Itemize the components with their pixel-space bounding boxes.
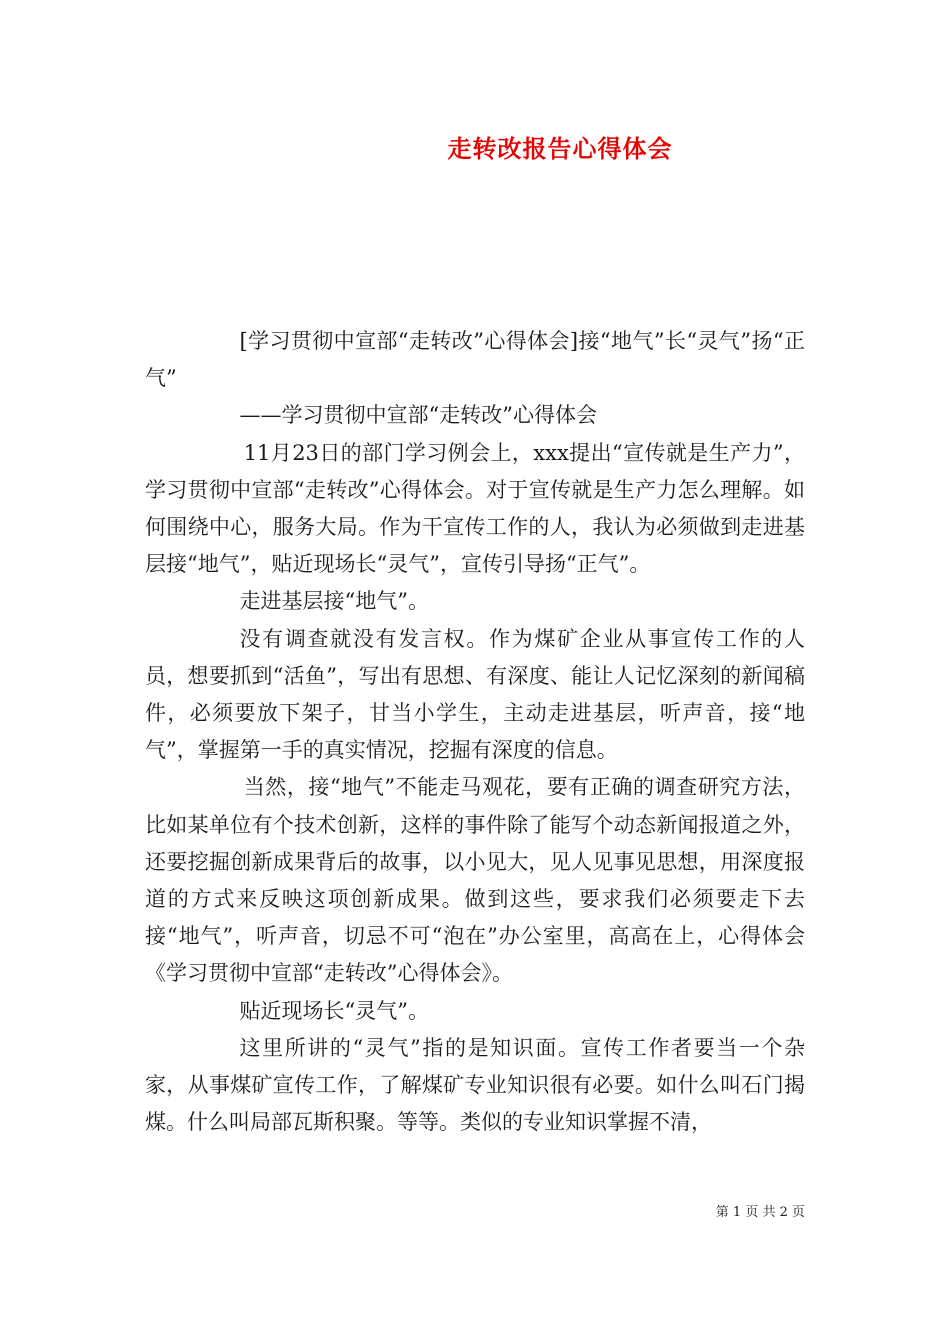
paragraph-diqi-1: 没有调查就没有发言权。作为煤矿企业从事宣传工作的人员，想要抓到“活鱼”，写出有思想、有深度、能让人记忆深刻的新闻稿件，必须要放下架子，甘当小学生，主动走进基层，听声音，接“地气”，掌握第一手的真实情况，挖掘有深度的信息。 (145, 626, 805, 763)
document-title: 走转改报告心得体会 (447, 134, 673, 163)
section-heading-diqi: 走进基层接“地气”。 (239, 589, 429, 614)
paragraph-diqi-2: 当然，接“地气”不能走马观花，要有正确的调查研究方法，比如某单位有个技术创新，这样的事件除了能写个动态新闻报道之外，还要挖掘创新成果背后的故事，以小见大，见人见事见思想，用深度报道的方式来反映这项创新成果。做到这些，要求我们必须要走下去接“地气”，听声音，切忌不可“泡在”办公室里，高高在上，心得体会《学习贯彻中宣部“走转改”心得体会》。 (145, 775, 805, 986)
paragraph-heading: [学习贯彻中宣部“走转改”心得体会]接“地气”长“灵气”扬“正气” (145, 329, 805, 391)
paragraph-lingqi-1: 这里所讲的“灵气”指的是知识面。宣传工作者要当一个杂家，从事煤矿宣传工作，了解煤矿专业知识很有必要。如什么叫石门揭煤。什么叫局部瓦斯积聚。等等。类似的专业知识掌握不清， (145, 1035, 805, 1135)
paragraph-intro: 11月23日的部门学习例会上，xxx提出“宣传就是生产力”，学习贯彻中宣部“走转改”心得体会。对于宣传就是生产力怎么理解。如何围绕中心，服务大局。作为干宣传工作的人，我认为必须做到走进基层接“地气”，贴近现场长“灵气”，宣传引导扬“正气”。 (145, 440, 805, 577)
section-heading-lingqi: 贴近现场长“灵气”。 (239, 998, 429, 1023)
paragraph-subtitle: ——学习贯彻中宣部“走转改”心得体会 (239, 403, 597, 428)
document-body (145, 323, 805, 1141)
page-footer: 第 1 页 共 2 页 (715, 1205, 805, 1220)
